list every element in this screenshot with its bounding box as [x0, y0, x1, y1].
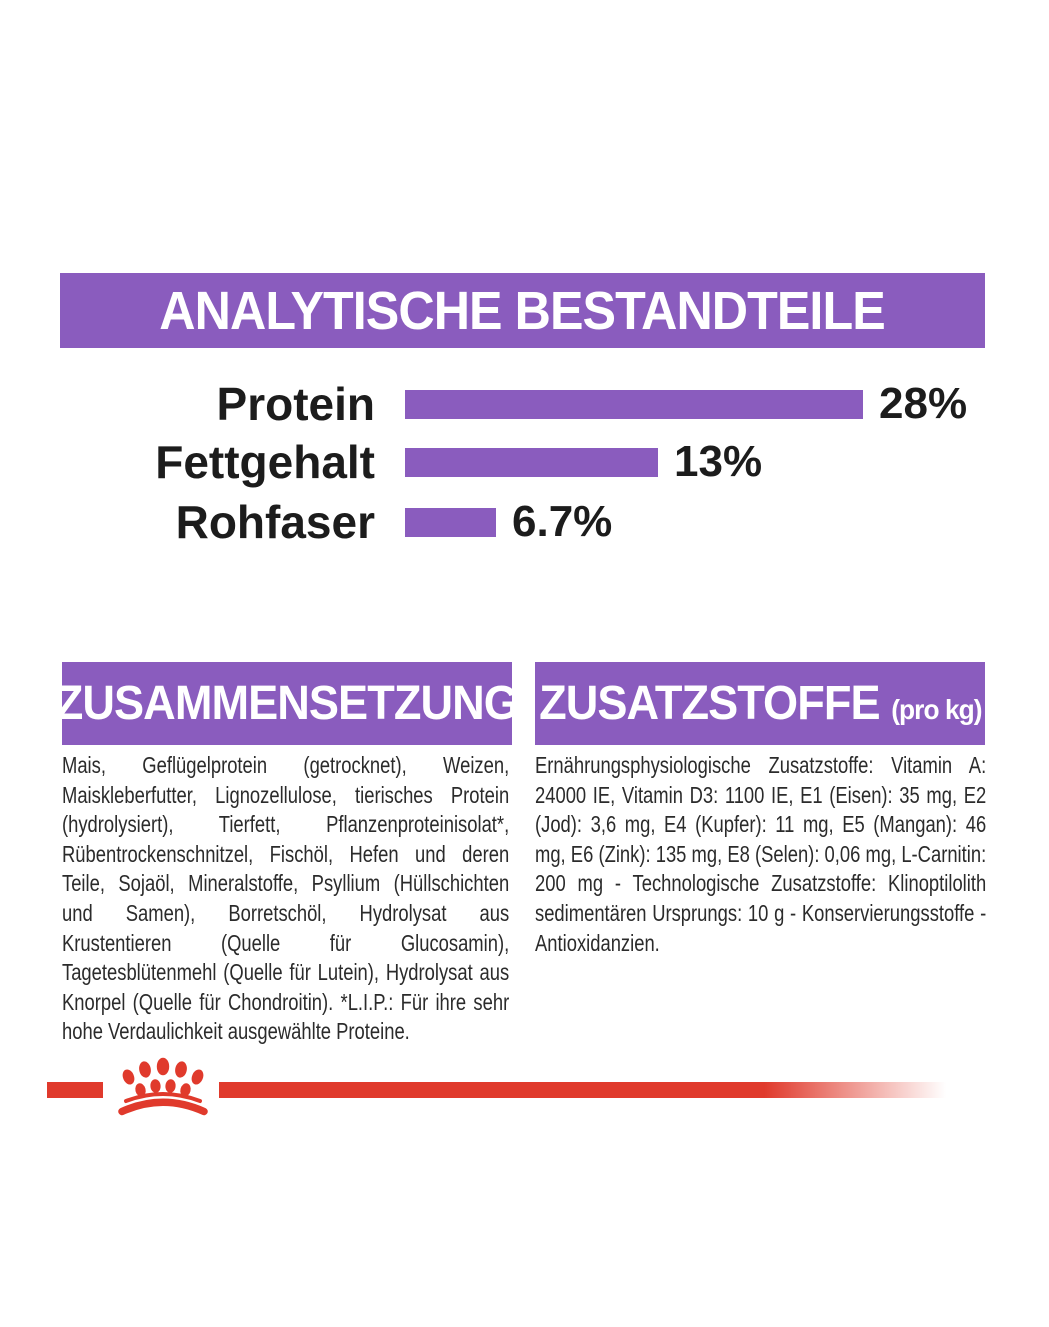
additives-title-suffix: (pro kg)	[890, 694, 982, 725]
footer-red-line-right	[219, 1082, 946, 1098]
chart-value-label: 13%	[674, 437, 763, 486]
additives-title	[539, 676, 982, 731]
chart-bar	[405, 448, 658, 477]
chart-value-label: 28%	[879, 379, 968, 428]
composition-title-banner	[55, 662, 519, 745]
analytics-title: ANALYTISCHE BESTANDTEILE	[159, 280, 886, 341]
analytics-title-banner	[60, 273, 985, 348]
additives-text: Ernährungsphysiologische Zusatzstoffe: Vitamin A: 24000 IE, Vitamin D3: 1100 IE, E1 (Eisen): 35 mg, E2 (Jod): 3,6 mg, E4 (Kupfer): 11 mg, E5 (Mangan): 46 mg, E6 (Zink): 135 mg, E8 (Selen): 0,06 mg, L-Carnitin: 200 mg - Technologische Zusatzstoffe: Klinoptilolith sedimentären Ursprungs: 10 g - Konservierungsstoffe - Antioxidanzien.	[535, 752, 987, 956]
chart-value-label: 6.7%	[512, 497, 613, 546]
chart-row	[0, 436, 1049, 488]
composition-title: ZUSAMMENSETZUNG	[55, 677, 519, 730]
royal-canin-crown-icon	[110, 1057, 216, 1116]
additives-title-banner	[535, 662, 985, 745]
chart-category-label: Protein	[216, 378, 375, 430]
chart-bar	[405, 508, 496, 537]
footer-red-line-left	[47, 1082, 103, 1098]
chart-row	[0, 378, 1049, 430]
chart-category-label: Rohfaser	[175, 496, 375, 548]
chart-category-label: Fettgehalt	[155, 436, 375, 488]
composition-text: Mais, Geflügelprotein (getrocknet), Weizen, Maiskleberfutter, Lignozellulose, tierisches Protein (hydrolysiert), Tierfett, Pflanzenproteinisolat*, Rübentrockenschnitzel, Fischöl, Hefen und deren Teile, Sojaöl, Mineralstoffe, Psyllium (Hüllschichten und Samen), Borretschöl, Hydrolysat aus Krustentieren (Quelle für Glucosamin), Tagetesblütenmehl (Quelle für Lutein), Hydrolysat aus Knorpel (Quelle für Chondroitin). *L.I.P.: Für ihre sehr hohe Verdaulichkeit ausgewählte Proteine.	[62, 752, 510, 1045]
chart-bar	[405, 390, 863, 419]
additives-title-main: ZUSATZSTOFFE	[538, 677, 880, 730]
chart-row	[0, 496, 1049, 548]
